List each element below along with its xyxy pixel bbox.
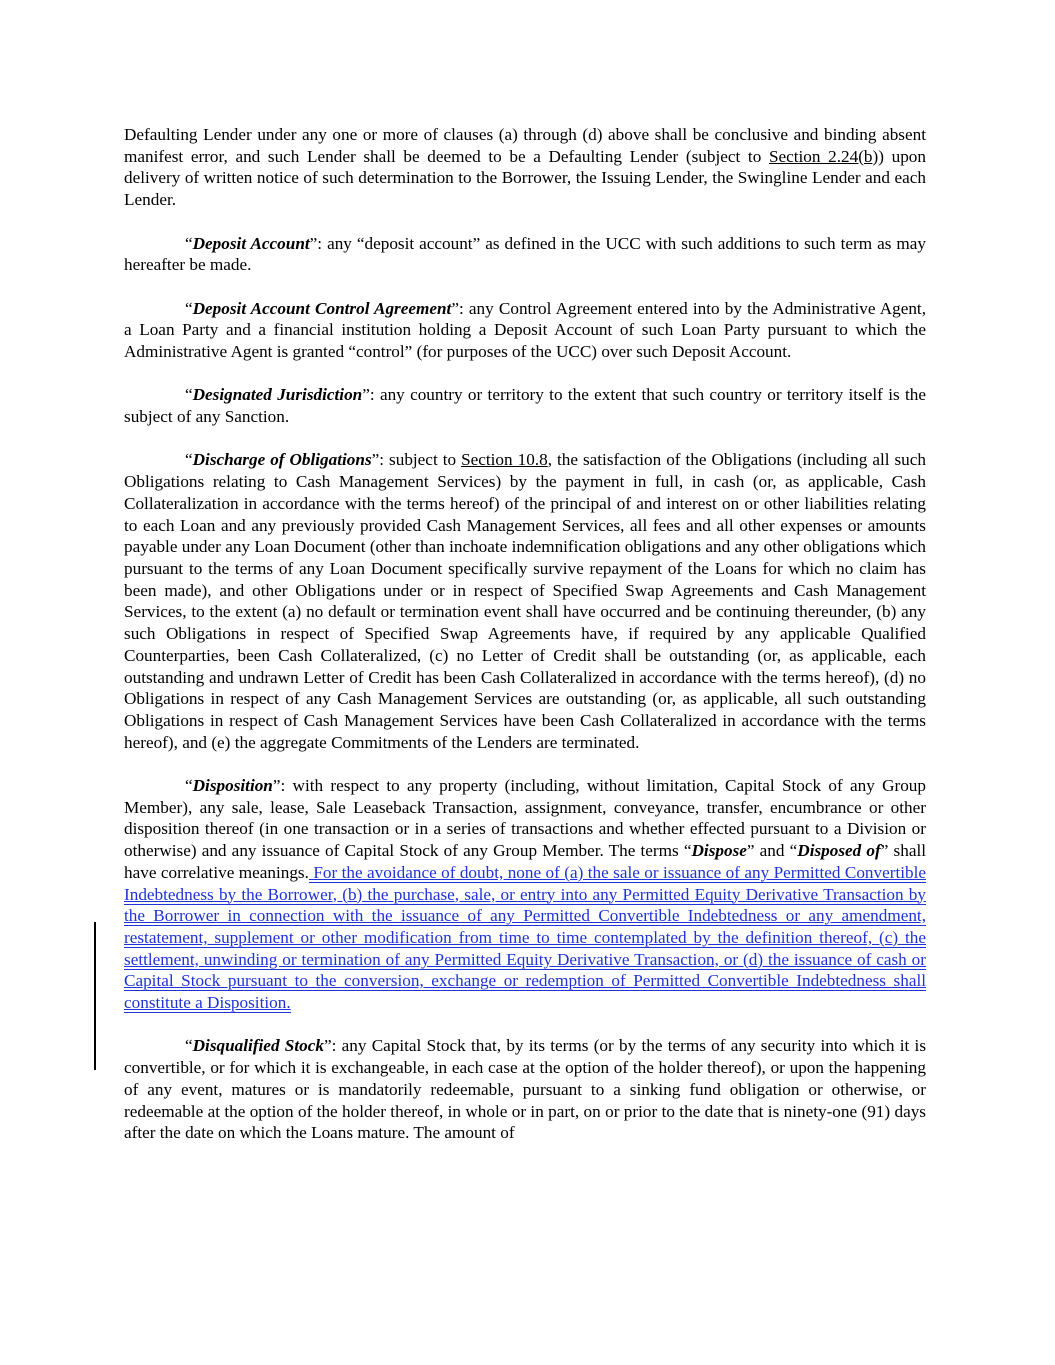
definition-designated-jurisdiction: “Designated Jurisdiction”: any country or territory to the extent that such country or territory itself is the subject of any Sanction. (124, 385, 926, 427)
document-page (124, 124, 926, 1166)
defined-term-disposed-of: Disposed of (797, 841, 881, 861)
defined-term: Discharge of Obligations (192, 450, 372, 470)
defined-term: Deposit Account (192, 233, 310, 253)
section-reference: Section 10.8 (461, 450, 548, 470)
definition-deposit-account: “Deposit Account”: any “deposit account” as defined in the UCC with such additions to such term as may hereafter be made. (124, 233, 926, 275)
inserted-revision-text: For the avoidance of doubt, none of (a) the sale or issuance of any Permitted Convertible Indebtedness by the Borrower, (b) the purchase, sale, or entry into any Permitted Equity Derivative Transaction by the Borrower in connection with the issuance of any Permitted Convertible Indebtedness or any amendment, restatement, supplement or other modification from time to time contemplated by the definition thereof, (c) the settlement, unwinding or termination of any Permitted Equity Derivative Transaction, or (d) the issuance of cash or Capital Stock pursuant to the conversion, exchange or redemption of Permitted Convertible Indebtedness shall constitute a Disposition. (124, 862, 926, 1013)
definition-deposit-account-control-agreement: “Deposit Account Control Agreement”: any Control Agreement entered into by the Administrative Agent, a Loan Party and a financial institution holding a Deposit Account of such Loan Party pursuant to which the Administrative Agent is granted “control” (for purposes of the UCC) over such Deposit Account. (124, 298, 927, 361)
definition-discharge-of-obligations: “Discharge of Obligations”: subject to Section 10.8, the satisfaction of the Obligations (including all such Obligations relating to Cash Management Services) by the payment in full, in cash (or, as applicable, Cash Collateralization in accordance with the terms hereof) of the principal of and interest on or other liabilities relating to each Loan and any previously provided Cash Management Services, all fees and all other expenses or amounts payable under any Loan Document (other than inchoate indemnification obligations and any other obligations which pursuant to the terms of any Loan Document specifically survive repayment of the Loans for which no claim has been made), and other Obligations under or in respect of Specified Swap Agreements and Cash Management Services, to the extent (a) no default or termination event shall have occurred and be continuing thereunder, (b) any such Obligations in respect of Specified Swap Agreements have, if required by any applicable Qualified Counterparties, been Cash Collateralized, (c) no Letter of Credit shall be outstanding (or, as applicable, each outstanding and undrawn Letter of Credit has been Cash Collateralized in accordance with the terms hereof), (d) no Obligations in respect of any Cash Management Services are outstanding (or, as applicable, all such outstanding Obligations in respect of Cash Management Services have been Cash Collateralized in accordance with the terms hereof), and (e) the aggregate Commitments of the Lenders are terminated. (124, 450, 926, 752)
definition-disqualified-stock: “Disqualified Stock”: any Capital Stock that, by its terms (or by the terms of any security into which it is convertible, or for which it is exchangeable, in each case at the option of the holder thereof), or upon the happening of any event, matures or is mandatorily redeemable, pursuant to a sinking fund obligation or otherwise, or redeemable at the option of the holder thereof, in whole or in part, on or prior to the date that is ninety-one (91) days after the date on which the Loans mature. The amount of (124, 1036, 927, 1143)
paragraph-defaulting-lender-continuation: Defaulting Lender under any one or more of clauses (a) through (d) above shall be conclusive and binding absent manifest error, and such Lender shall be deemed to be a Defaulting Lender (subject to Section 2.24(b)) upon delivery of written notice of such determination to the Borrower, the Issuing Lender, the Swingline Lender and each Lender. (124, 125, 926, 210)
section-reference: Section 2.24(b) (768, 146, 879, 166)
defined-term: Deposit Account Control Agreement (192, 298, 452, 318)
defined-term: Disposition (192, 776, 273, 796)
defined-term-dispose: Dispose (691, 841, 747, 861)
revision-change-bar (94, 922, 96, 1070)
defined-term: Disqualified Stock (192, 1036, 324, 1056)
definition-disposition: “Disposition”: with respect to any property (including, without limitation, Capital Stock of any Group Member), any sale, lease, Sale Leaseback Transaction, assignment, conveyance, transfer, encumbrance or other disposition thereof (in one transaction or in a series of transactions and whether effected pursuant to a Division or otherwise) and any issuance of Capital Stock of any Group Member. The terms “Dispose” and “Disposed of” shall have correlative meanings. For the avoidance of doubt, none of (a) the sale or issuance of any Permitted Convertible Indebtedness by the Borrower, (b) the purchase, sale, or entry into any Permitted Equity Derivative Transaction by the Borrower in connection with the issuance of any Permitted Convertible Indebtedness or any amendment, restatement, supplement or other modification from time to time contemplated by the definition thereof, (c) the settlement, unwinding or termination of any Permitted Equity Derivative Transaction, or (d) the issuance of cash or Capital Stock pursuant to the conversion, exchange or redemption of Permitted Convertible Indebtedness shall constitute a Disposition. (124, 776, 927, 1013)
defined-term: Designated Jurisdiction (192, 385, 363, 405)
